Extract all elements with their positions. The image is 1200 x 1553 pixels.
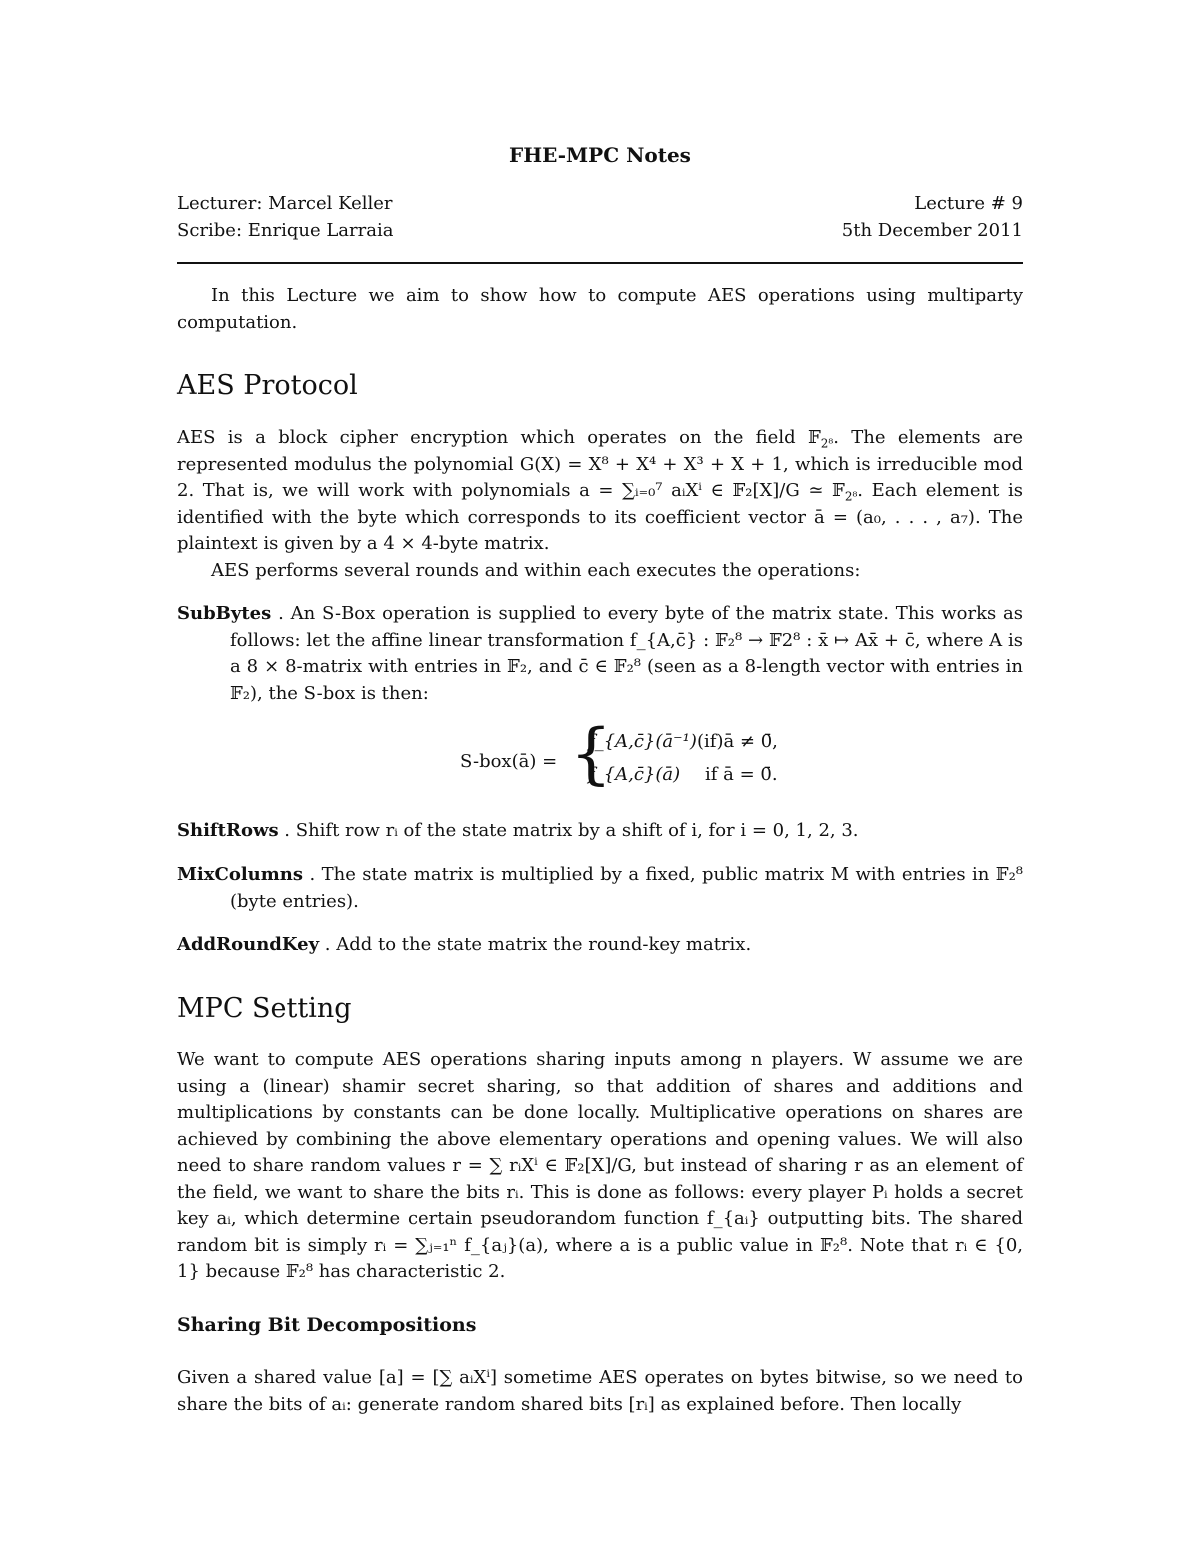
section-heading-aes: AES Protocol — [177, 370, 358, 401]
lecture-date: 5th December 2011 — [841, 220, 1023, 241]
op-subbytes: SubBytes . An S-Box operation is supplied to every byte of the matrix state. This works as follows: let the affine linear transformation f_{A,c̄} : 𝔽₂⁸ → 𝔽2⁸ : x̄ ↦ Ax̄ + c̄, where A is a 8 × 8-matrix with entries in 𝔽₂, and c̄ ∈ 𝔽₂⁸ (seen as a 8-length vector with entries in 𝔽₂), the S-box is then: — [177, 603, 1023, 704]
subsection-heading-bit-decomp: Sharing Bit Decompositions — [177, 1314, 477, 1336]
lecture-number: Lecture # 9 — [914, 193, 1023, 214]
sbox-brace: { — [570, 715, 612, 792]
term-shiftrows: ShiftRows — [177, 820, 279, 841]
scribe: Scribe: Enrique Larraia — [177, 220, 394, 241]
term-mixcolumns: MixColumns — [177, 864, 304, 885]
sbox-case-1: f_{A,c̄}(ā⁻¹) — [588, 731, 697, 752]
lecturer: Lecturer: Marcel Keller — [177, 193, 393, 214]
section-heading-mpc: MPC Setting — [177, 993, 352, 1024]
header-rule — [177, 262, 1023, 264]
term-addroundkey: AddRoundKey — [177, 934, 320, 955]
term-subbytes: SubBytes — [177, 603, 272, 624]
sbox-condition-1: (if)ā ≠ 0̄, — [697, 731, 778, 752]
op-addroundkey: AddRoundKey . Add to the state matrix the round-key matrix. — [177, 934, 752, 955]
op-mixcolumns: MixColumns . The state matrix is multiplied by a fixed, public matrix M with entries in 𝔽₂⁸ (byte entries). — [177, 864, 1023, 912]
mpc-paragraph-2: Given a shared value [a] = [∑ aᵢXⁱ] sometime AES operates on bytes bitwise, so we need to share the bits of aᵢ: generate random shared bits [rᵢ] as explained before. Then locally — [177, 1367, 1023, 1415]
aes-paragraph-2: AES performs several rounds and within each executes the operations: — [211, 560, 861, 581]
intro-paragraph: In this Lecture we aim to show how to compute AES operations using multiparty computation. — [177, 285, 1023, 333]
document-title: FHE-MPC Notes — [509, 143, 691, 167]
aes-paragraph-1: AES is a block cipher encryption which operates on the field 𝔽$_{2^8}$. The elements are represented modulus the polynomial G(X) = X⁸ + X⁴ + X³ + X + 1, which is irreducible mod 2. That is, we will work with polynomials a = ∑ᵢ₌₀⁷ aᵢXⁱ ∈ 𝔽₂[X]/G ≃ 𝔽$_{2^8}$. Each element is identified with the byte which corresponds to its coefficient vector ā = (a₀, . . . , a₇). The plaintext is given by a 4 × 4-byte matrix. — [177, 427, 1023, 554]
sbox-lhs: S-box(ā) = — [460, 751, 558, 772]
mpc-paragraph-1: We want to compute AES operations sharing inputs among n players. W assume we are using a (linear) shamir secret sharing, so that addition of shares and additions and multiplications by constants can be done locally. Multiplicative operations on shares are achieved by combining the above elementary operations and opening values. We will also need to share random values r = ∑ rᵢXⁱ ∈ 𝔽₂[X]/G, but instead of sharing r as an element of the field, we want to share the bits rᵢ. This is done as follows: every player Pᵢ holds a secret key aᵢ, which determine certain pseudorandom function f_{aᵢ} outputting bits. The shared random bit is simply rᵢ = ∑ⱼ₌₁ⁿ f_{aⱼ}(a), where a is a public value in 𝔽₂⁸. Note that rᵢ ∈ {0, 1} because 𝔽₂⁸ has characteristic 2. — [177, 1049, 1023, 1282]
sbox-case-2: f_{A,c̄}(ā) — [588, 764, 681, 785]
sbox-condition-2: if ā = 0̄. — [705, 764, 778, 785]
op-shiftrows: ShiftRows . Shift row rᵢ of the state matrix by a shift of i, for i = 0, 1, 2, 3. — [177, 820, 859, 841]
